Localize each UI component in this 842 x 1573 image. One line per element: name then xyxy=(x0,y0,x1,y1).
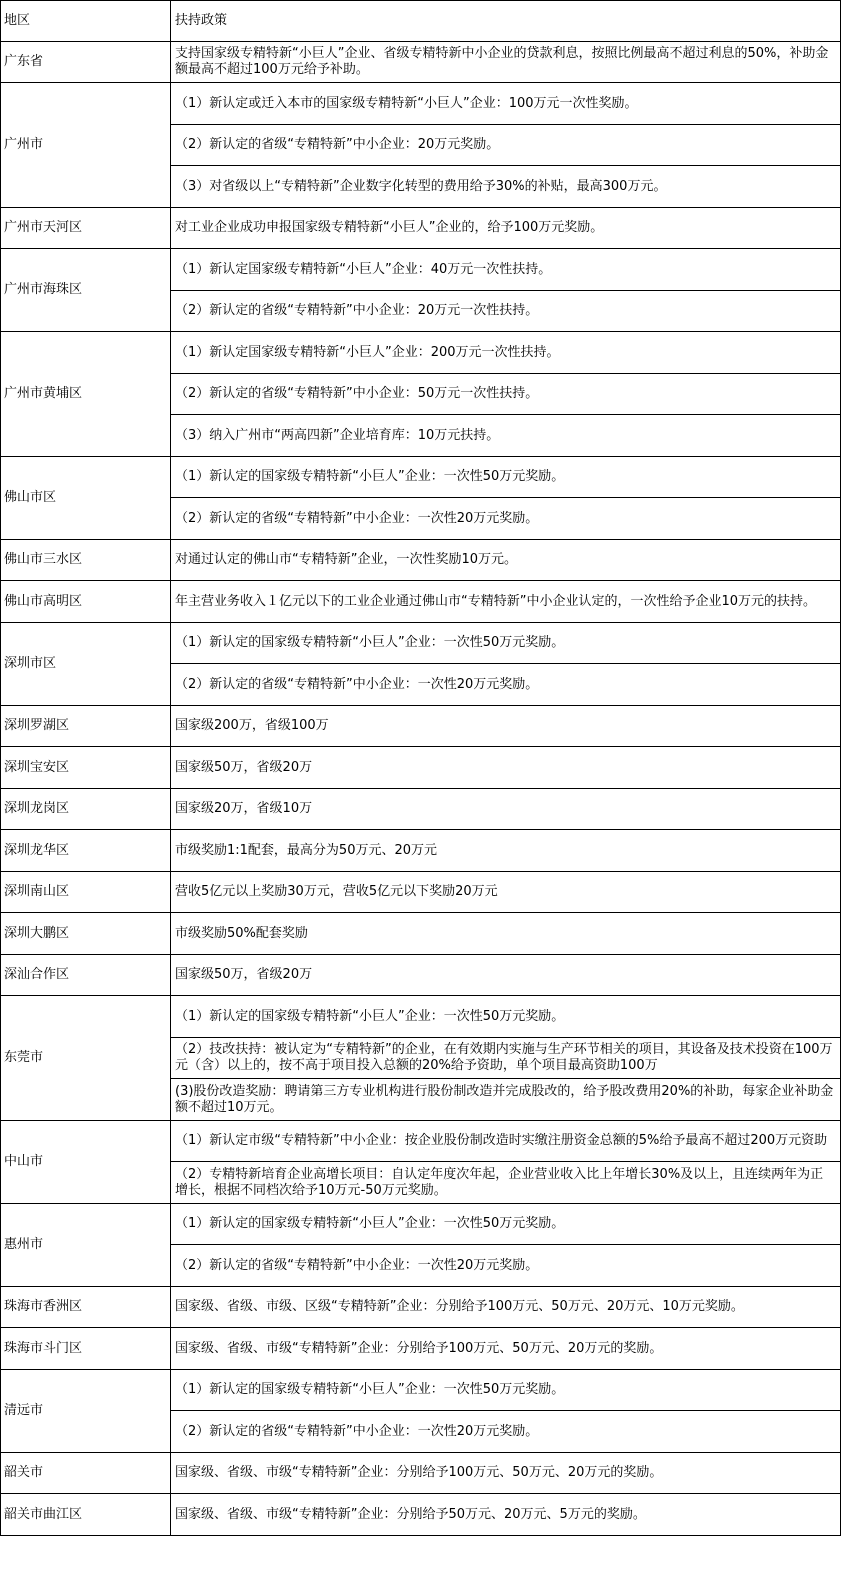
table-row xyxy=(1,1328,841,1370)
policy-cell: 对通过认定的佛山市“专精特新”企业，一次性奖励10万元。 xyxy=(171,540,841,581)
region-cell: 珠海市香洲区 xyxy=(1,1287,171,1328)
region-cell: 广州市 xyxy=(1,83,171,208)
region-cell: 广州市黄埔区 xyxy=(1,332,171,457)
region-cell: 深圳南山区 xyxy=(1,872,171,913)
policy-cell: （2）新认定的省级“专精特新”中小企业：50万元一次性扶持。 xyxy=(171,374,841,415)
policy-cell: （1）新认定的国家级专精特新“小巨人”企业：一次性50万元奖励。 xyxy=(171,623,841,664)
table-row xyxy=(1,208,841,249)
region-cell: 中山市 xyxy=(1,1121,171,1204)
table-row xyxy=(1,706,841,747)
table-row xyxy=(1,747,841,789)
policy-cell: （2）新认定的省级“专精特新”中小企业：一次性20万元奖励。 xyxy=(171,1245,841,1287)
table-row xyxy=(1,1370,841,1411)
policy-cell: （2）新认定的省级“专精特新”中小企业：20万元一次性扶持。 xyxy=(171,291,841,332)
header-region: 地区 xyxy=(1,1,171,42)
policy-cell: （2）专精特新培育企业高增长项目：自认定年度次年起，企业营业收入比上年增长30%及以上，且连续两年为正增长，根据不同档次给予10万元-50万元奖励。 xyxy=(171,1162,841,1204)
policy-cell: （1）新认定市级“专精特新”中小企业：按企业股份制改造时实缴注册资金总额的5%给予最高不超过200万元资助 xyxy=(171,1121,841,1162)
table-row xyxy=(1,789,841,830)
policy-cell: （1）新认定的国家级专精特新“小巨人”企业：一次性50万元奖励。 xyxy=(171,457,841,498)
policy-cell: 市级奖励1:1配套，最高分为50万元、20万元 xyxy=(171,830,841,872)
region-cell: 深圳龙华区 xyxy=(1,830,171,872)
table-row xyxy=(1,996,841,1038)
table-row xyxy=(1,872,841,913)
table-row xyxy=(1,1494,841,1536)
region-cell: 深圳罗湖区 xyxy=(1,706,171,747)
region-cell: 惠州市 xyxy=(1,1204,171,1287)
policy-cell: （1）新认定国家级专精特新“小巨人”企业：40万元一次性扶持。 xyxy=(171,249,841,291)
policy-cell: 国家级200万，省级100万 xyxy=(171,706,841,747)
policy-cell: （2）新认定的省级“专精特新”中小企业：一次性20万元奖励。 xyxy=(171,1411,841,1453)
policy-cell: （3）纳入广州市“两高四新”企业培育库：10万元扶持。 xyxy=(171,415,841,457)
policy-cell: （2）新认定的省级“专精特新”中小企业：一次性20万元奖励。 xyxy=(171,498,841,540)
table-row xyxy=(1,249,841,291)
policy-cell: 国家级50万，省级20万 xyxy=(171,747,841,789)
table-row xyxy=(1,955,841,996)
table-row xyxy=(1,332,841,374)
policy-cell: (3)股份改造奖励：聘请第三方专业机构进行股份制改造并完成股改的，给予股改费用20%的补助，每家企业补助金额不超过10万元。 xyxy=(171,1079,841,1121)
policy-cell: 国家级、省级、市级“专精特新”企业：分别给予100万元、50万元、20万元的奖励。 xyxy=(171,1328,841,1370)
region-cell: 珠海市斗门区 xyxy=(1,1328,171,1370)
region-cell: 清远市 xyxy=(1,1370,171,1453)
policy-cell: （1）新认定的国家级专精特新“小巨人”企业：一次性50万元奖励。 xyxy=(171,1204,841,1245)
policy-cell: 国家级、省级、市级、区级“专精特新”企业：分别给予100万元、50万元、20万元、10万元奖励。 xyxy=(171,1287,841,1328)
table-row xyxy=(1,1121,841,1162)
table-row xyxy=(1,913,841,955)
policy-cell: （1）新认定的国家级专精特新“小巨人”企业：一次性50万元奖励。 xyxy=(171,1370,841,1411)
policy-cell: （2）技改扶持：被认定为“专精特新”的企业，在有效期内实施与生产环节相关的项目，其设备及技术投资在100万元（含）以上的，按不高于项目投入总额的20%给予资助，单个项目最高资助100万 xyxy=(171,1038,841,1079)
region-cell: 佛山市三水区 xyxy=(1,540,171,581)
region-cell: 广州市天河区 xyxy=(1,208,171,249)
policy-cell: （1）新认定的国家级专精特新“小巨人”企业：一次性50万元奖励。 xyxy=(171,996,841,1038)
region-cell: 韶关市 xyxy=(1,1453,171,1494)
table-row xyxy=(1,1204,841,1245)
region-cell: 东莞市 xyxy=(1,996,171,1121)
header-policy: 扶持政策 xyxy=(171,1,841,42)
table-row xyxy=(1,457,841,498)
policy-cell: （2）新认定的省级“专精特新”中小企业：20万元奖励。 xyxy=(171,125,841,166)
policy-cell: 营收5亿元以上奖励30万元，营收5亿元以下奖励20万元 xyxy=(171,872,841,913)
table-row xyxy=(1,830,841,872)
table-row xyxy=(1,42,841,83)
region-cell: 佛山市区 xyxy=(1,457,171,540)
region-cell: 广东省 xyxy=(1,42,171,83)
region-cell: 深圳大鹏区 xyxy=(1,913,171,955)
policy-cell: 国家级50万，省级20万 xyxy=(171,955,841,996)
policy-cell: （3）对省级以上“专精特新”企业数字化转型的费用给予30%的补贴，最高300万元。 xyxy=(171,166,841,208)
region-cell: 深圳宝安区 xyxy=(1,747,171,789)
policy-cell: 国家级、省级、市级“专精特新”企业：分别给予100万元、50万元、20万元的奖励。 xyxy=(171,1453,841,1494)
table-row xyxy=(1,540,841,581)
header-row xyxy=(1,1,841,42)
region-cell: 深汕合作区 xyxy=(1,955,171,996)
table-row xyxy=(1,581,841,623)
policy-cell: （1）新认定国家级专精特新“小巨人”企业：200万元一次性扶持。 xyxy=(171,332,841,374)
region-cell: 佛山市高明区 xyxy=(1,581,171,623)
region-cell: 韶关市曲江区 xyxy=(1,1494,171,1536)
policy-cell: 国家级20万，省级10万 xyxy=(171,789,841,830)
policy-cell: 年主营业务收入１亿元以下的工业企业通过佛山市“专精特新”中小企业认定的，一次性给予企业10万元的扶持。 xyxy=(171,581,841,623)
policy-cell: 对工业企业成功申报国家级专精特新“小巨人”企业的，给予100万元奖励。 xyxy=(171,208,841,249)
policy-cell: （2）新认定的省级“专精特新”中小企业：一次性20万元奖励。 xyxy=(171,664,841,706)
policy-cell: 支持国家级专精特新“小巨人”企业、省级专精特新中小企业的贷款利息，按照比例最高不超过利息的50%，补助金额最高不超过100万元给予补助。 xyxy=(171,42,841,83)
policy-cell: （1）新认定或迁入本市的国家级专精特新“小巨人”企业：100万元一次性奖励。 xyxy=(171,83,841,125)
region-cell: 深圳市区 xyxy=(1,623,171,706)
region-cell: 深圳龙岗区 xyxy=(1,789,171,830)
table-row xyxy=(1,623,841,664)
policy-cell: 市级奖励50%配套奖励 xyxy=(171,913,841,955)
table-row xyxy=(1,1453,841,1494)
region-cell: 广州市海珠区 xyxy=(1,249,171,332)
policy-cell: 国家级、省级、市级“专精特新”企业：分别给予50万元、20万元、5万元的奖励。 xyxy=(171,1494,841,1536)
table-row xyxy=(1,83,841,125)
table-row xyxy=(1,1287,841,1328)
